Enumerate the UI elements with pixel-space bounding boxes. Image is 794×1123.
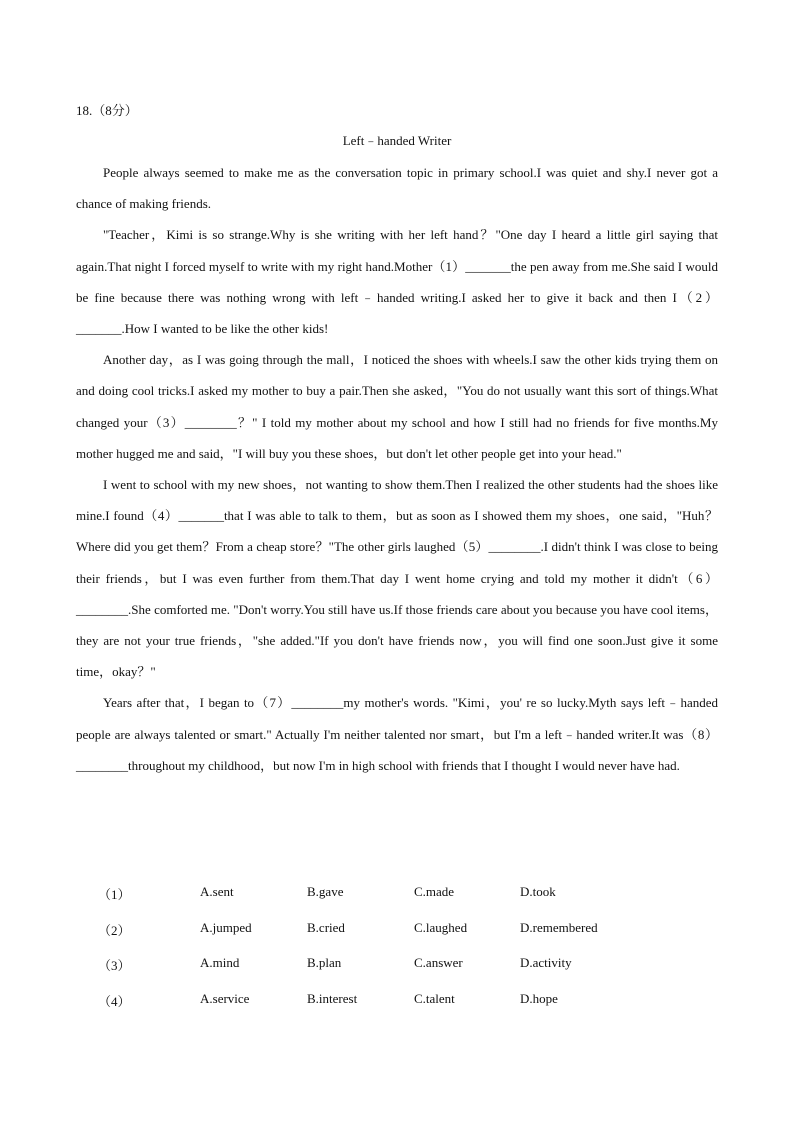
option-a: A.service [200, 990, 250, 1006]
option-d: D.remembered [520, 919, 598, 935]
option-c: C.made [414, 884, 455, 899]
option-d: D.hope [520, 990, 558, 1006]
question-number: 18.（8分） [76, 103, 138, 118]
option-row [76, 947, 718, 983]
option-c: C.laughed [414, 919, 468, 935]
paragraph: People always seemed to make me as the conversation topic in primary school.I was quiet and shy.I never got a chance of making friends. [76, 165, 718, 212]
option-number: （1） [98, 887, 131, 902]
option-number: （3） [98, 958, 131, 973]
option-b: B.cried [307, 919, 345, 935]
paragraph: Years after that，I began to（7）________my mother's words. "Kimi，you' re so lucky.Myth says left﹣handed people are always talented or smart." Actually I'm neither talented nor smart，but I'm a left﹣handed writer.It was（8）________throughout my childhood，but now I'm in high school with friends that I thought I would never have had. [76, 695, 718, 773]
option-c: C.answer [414, 955, 463, 970]
passage-body [76, 157, 718, 781]
paragraph: Another day，as I was going through the mall，I noticed the shoes with wheels.I saw the other kids trying them on and doing cool tricks.I asked my mother to buy a pair.Then she asked，"You do not usually want this sort of things.What changed your（3）________？" I told my mother about my school and how I still had no friends for five months.My mother hugged me and said，"I will buy you these shoes，but don't let other people get into your head." [76, 352, 718, 461]
option-a: A.jumped [200, 919, 252, 935]
option-row [76, 876, 718, 912]
option-number: （2） [98, 922, 131, 938]
passage-title: Left﹣handed Writer [342, 133, 452, 148]
option-b: B.gave [307, 884, 344, 899]
option-d: D.took [520, 884, 556, 899]
option-b: B.interest [307, 990, 358, 1006]
option-b: B.plan [307, 955, 342, 970]
paragraph: "Teacher，Kimi is so strange.Why is she writing with her left hand？"One day I heard a little girl saying that again.That night I forced myself to write with my right hand.Mother（1）_______the pen away from me.She said I would be fine because there was nothing wrong with left﹣handed writing.I asked her to give it back and then I（2）_______.How I wanted to be like the other kids! [76, 227, 718, 337]
paragraph: I went to school with my new shoes，not wanting to show them.Then I realized the other students had the shoes like mine.I found（4）_______that I was able to talk to them，but as soon as I showed them my shoes，one said，"Huh？Where did you get them？From a cheap store？"The other girls laughed（5）________.I didn't think I was close to being their friends，but I was even further from them.That day I went home crying and told my mother it didn't（6）________.She comforted me. "Don't worry.You still have us.If those friends care about you because you have cool items，they are not your true friends，"she added."If you don't have friends now，you will find one soon.Just give it some time，okay？" [76, 477, 718, 680]
answer-options [76, 876, 718, 1018]
option-a: A.mind [200, 955, 240, 970]
option-row [76, 983, 718, 1019]
option-c: C.talent [414, 990, 455, 1006]
option-number: （4） [98, 993, 131, 1009]
option-d: D.activity [520, 955, 572, 970]
option-a: A.sent [200, 884, 234, 899]
option-row [76, 912, 718, 948]
